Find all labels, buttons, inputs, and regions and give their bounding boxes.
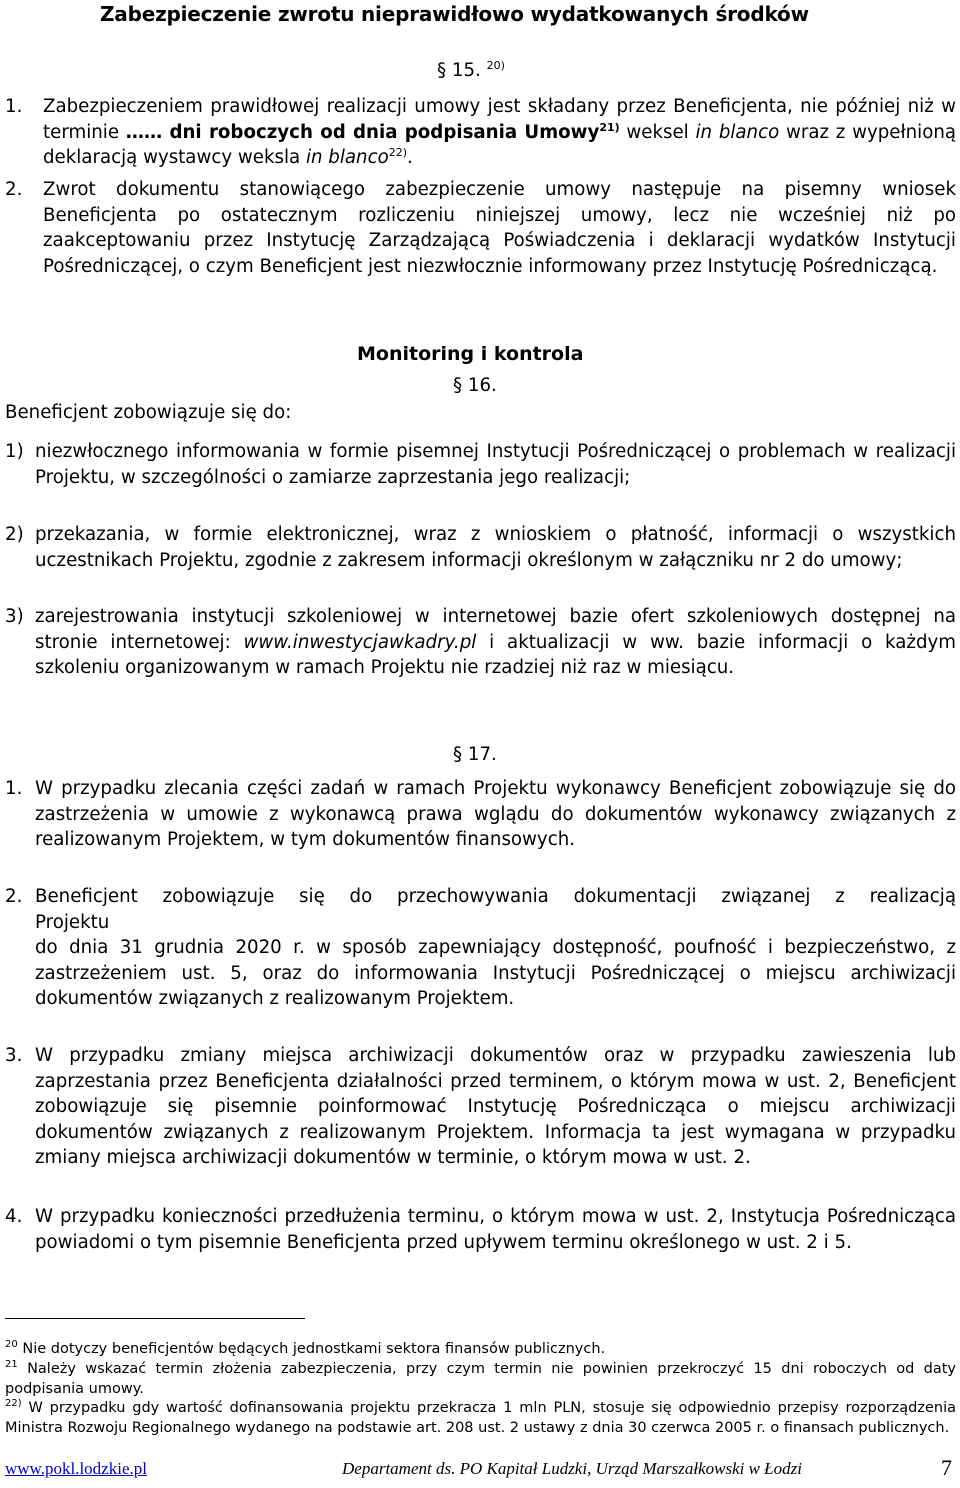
item-number: 4. [5,1206,23,1227]
section-15-heading: § 15. $^{20)}$ [437,58,505,81]
term-bold: …… dni roboczych od dnia podpisania Umowy [125,121,600,143]
footer-department: Departament ds. PO Kapitał Ludzki, Urząd Marszałkowski w Łodzi [342,1459,802,1478]
item-number: 1. [5,778,23,799]
section-15-item-1: 1. Zabezpieczeniem prawidłowej realizacji umowy jest składany przez Beneficjenta, nie później niż w terminie …… dni roboczych od dnia podpisania Umowy$^{21)}$ weksel in blanco wraz z wypełnioną deklaracją wystawcy weksla in blanco$^{22)}$. [5,96,956,168]
item-number: 3) [5,606,24,627]
section-17-item-1: 1. W przypadku zlecania części zadań w ramach Projektu wykonawcy Beneficjent zobowiązuje się do zastrzeżenia w umowie z wykonawcą prawa wglądu do dokumentów wykonawcy związanych z realizowanym Projektem, w tym dokumentów finansowych. [5,778,956,850]
website-link[interactable]: www.inwestycjawkadry.pl [243,631,477,653]
item-number: 2. [5,179,23,200]
section-17-item-3: 3. W przypadku zmiany miejsca archiwizacji dokumentów oraz w przypadku zawieszenia lub zaprzestania przez Beneficjenta działalności przed terminem, o którym mowa w ust. 2, Beneficjent zobowiązuje się pisemnie poinformować Instytucję Pośrednicząca o miejscu archiwizacji dokumentów związanych z realizowanym Projektem. Informacja ta jest wymagana w przypadku zmiany miejsca archiwizacji dokumentów w terminie, o którym mowa w ust. 2. [5,1045,956,1168]
page-number: 7 [941,1455,952,1480]
section-16-item-1: 1) niezwłocznego informowania w formie pisemnej Instytucji Pośredniczącej o problemach w realizacji Projektu, w szczególności o zamiarze zaprzestania jego realizacji; [5,441,956,488]
section-16-item-2: 2) przekazania, w formie elektronicznej, wraz z wnioskiem o płatność, informacji o wszystkich uczestnikach Projektu, zgodnie z zakresem informacji określonym w załączniku nr 2 do umowy; [5,524,956,571]
item-number: 2) [5,524,24,545]
footnote-ref-21: 21) [599,120,620,134]
section-16-item-3: 3) zarejestrowania instytucji szkoleniowej w internetowej bazie ofert szkoleniowych dostępnej na stronie internetowej: www.inwestycjawkadry.pl i aktualizacji w ww. bazie informacji o każdym szkoleniu organizowanym w ramach Projektu nie rzadziej niż raz w miesiącu. [5,606,956,678]
section-17-item-4: 4. W przypadku konieczności przedłużenia terminu, o którym mowa w ust. 2, Instytucja Pośrednicząca powiadomi o tym pisemnie Beneficjenta przed upływem terminu określonego w ust. 2 i 5. [5,1206,956,1253]
footnote-20: $^{20}$ Nie dotyczy beneficjentów będących jednostkami sektora finansów publicznych. [5,1339,606,1357]
item-number: 2. [5,886,23,907]
section-16-title: Monitoring i kontrola [357,343,584,365]
section-16-intro: Beneficjent zobowiązuje się do: [5,402,292,423]
footnote-divider [5,1318,305,1319]
item-number: 1. [5,96,23,117]
section-17-heading: § 17. [453,744,497,765]
item-number: 3. [5,1045,23,1066]
footnote-22: $^{22)}$ W przypadku gdy wartość dofinansowania projektu przekracza 1 mln PLN, stosuje się odpowiednio przepisy rozporządzenia Ministra Rozwoju Regionalnego wydanego na podstawie art. 208 ust. 2 ustawy z dnia 30 czerwca 2005 r. o finansach publicznych. [5,1398,956,1436]
footnote-ref-20: 20) [486,58,505,72]
item-number: 1) [5,441,24,462]
section-15-item-2: 2. Zwrot dokumentu stanowiącego zabezpieczenie umowy następuje na pisemny wniosek Beneficjenta po ostatecznym rozliczeniu niniejszej umowy, lecz nie wcześniej niż po zaakceptowaniu przez Instytucję Zarządzającą Poświadczenia i deklaracji wydatków Instytucji Pośredniczącej, o czym Beneficjent jest niezwłocznie informowany przez Instytucję Pośredniczącą. [5,179,956,277]
section-16-heading: § 16. [453,375,497,396]
footnote-ref-22: 22) [388,145,407,159]
page-title: Zabezpieczenie zwrotu nieprawidłowo wydatkowanych środków [100,2,809,26]
footer-website-link[interactable]: www.pokl.lodzkie.pl [5,1459,147,1478]
footnote-21: $^{21}$ Należy wskazać termin złożenia zabezpieczenia, przy czym termin nie powinien przekroczyć 15 dni roboczych od daty podpisania umowy. [5,1359,956,1397]
section-17-item-2: 2. Beneficjent zobowiązuje się do przechowywania dokumentacji związanej z realizacją Projektu do dnia 31 grudnia 2020 r. w sposób zapewniający dostępność, poufność i bezpieczeństwo, z zastrzeżeniem ust. 5, oraz do informowania Instytucji Pośredniczącej o miejscu archiwizacji dokumentów związanych z realizowanym Projektem. [5,886,956,1009]
